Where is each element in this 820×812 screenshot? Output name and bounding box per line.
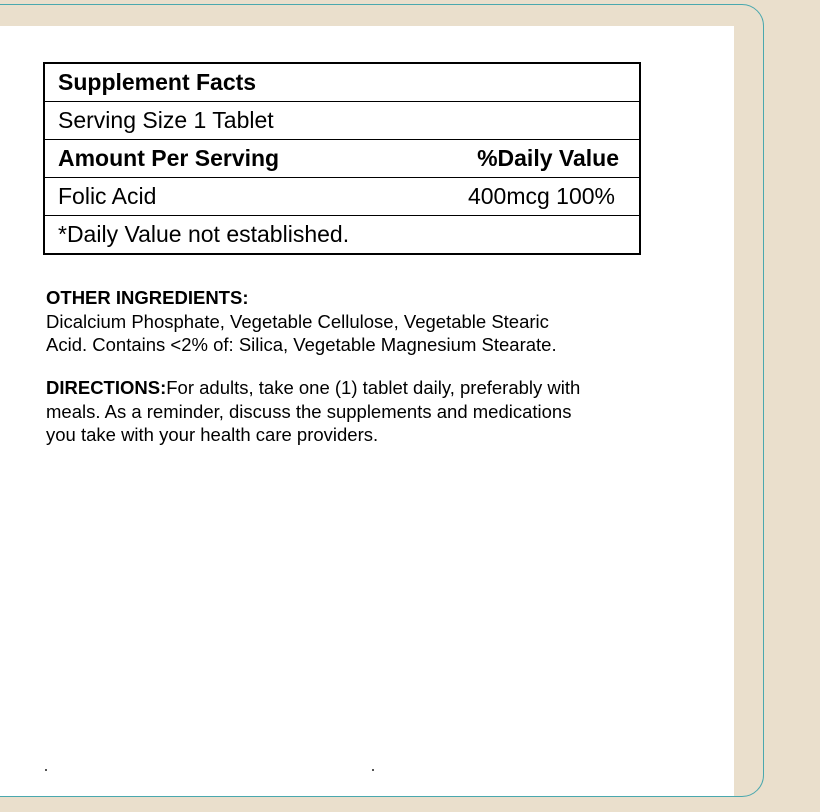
directions-line-1-wrap: [46, 376, 666, 400]
directions-line-3: you take with your health care providers.: [46, 424, 379, 445]
footnote-row: [45, 216, 639, 253]
serving-size: Serving Size 1 Tablet: [58, 107, 274, 133]
directions-line-2: meals. As a reminder, discuss the supplements and medications: [46, 400, 572, 422]
directions-heading: DIRECTIONS:: [46, 377, 167, 398]
nutrient-row: [45, 178, 639, 216]
serving-size-row: [45, 102, 639, 140]
amount-per-serving-header: Amount Per Serving: [58, 145, 280, 171]
nutrient-name: Folic Acid: [58, 183, 157, 209]
facts-title-row: [45, 64, 639, 102]
other-ingredients-section: [46, 286, 666, 357]
other-ingredients-line-2: Acid. Contains <2% of: Silica, Vegetable Magnesium Stearate.: [46, 334, 557, 355]
other-ingredients-line-1: Dicalcium Phosphate, Vegetable Cellulose, Vegetable Stearic: [46, 310, 549, 332]
supplement-facts-table: [43, 62, 641, 255]
daily-value-footnote: *Daily Value not established.: [58, 221, 350, 247]
nutrient-amount: 400mcg 100%: [467, 183, 615, 209]
print-mark: [372, 769, 374, 771]
facts-title: Supplement Facts: [58, 69, 257, 95]
directions-section: [46, 376, 666, 447]
directions-line-1: For adults, take one (1) tablet daily, preferably with: [166, 377, 581, 398]
other-ingredients-heading: OTHER INGREDIENTS:: [46, 287, 249, 308]
print-mark: [45, 769, 47, 771]
daily-value-header: %Daily Value: [477, 145, 619, 171]
header-row: [45, 140, 639, 178]
